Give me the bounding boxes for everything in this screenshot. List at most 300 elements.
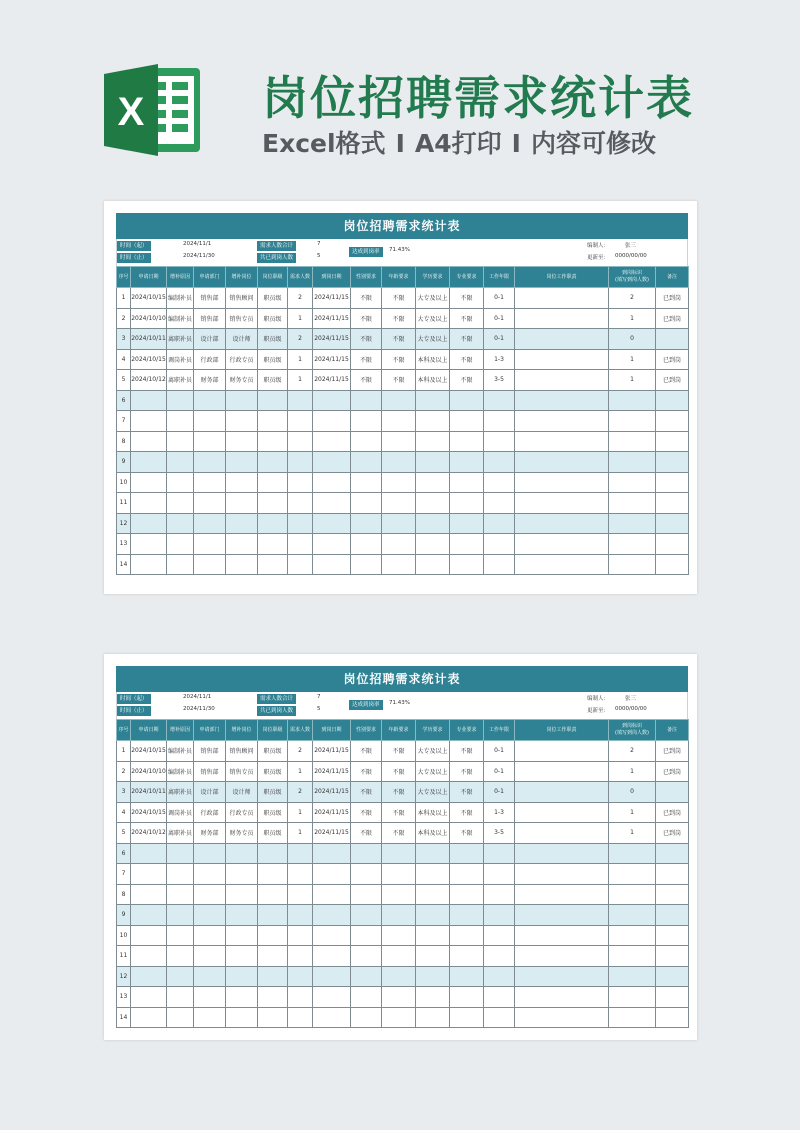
table-cell[interactable] — [288, 554, 313, 575]
table-cell[interactable] — [258, 843, 288, 864]
table-cell[interactable]: 离职补员 — [167, 823, 194, 844]
table-cell[interactable]: 职员级 — [258, 802, 288, 823]
table-cell[interactable] — [656, 431, 689, 452]
table-cell[interactable] — [167, 513, 194, 534]
table-cell[interactable] — [131, 431, 167, 452]
table-cell[interactable]: 已到岗 — [656, 370, 689, 391]
table-cell[interactable] — [382, 554, 416, 575]
table-cell[interactable] — [226, 884, 258, 905]
table-cell[interactable]: 不限 — [351, 308, 382, 329]
table-cell[interactable]: 8 — [117, 884, 131, 905]
table-cell[interactable] — [167, 946, 194, 967]
table-cell[interactable]: 1 — [288, 802, 313, 823]
table-cell[interactable] — [313, 493, 351, 514]
table-cell[interactable] — [288, 925, 313, 946]
table-cell[interactable] — [484, 493, 515, 514]
table-cell[interactable] — [515, 884, 609, 905]
table-cell[interactable] — [484, 843, 515, 864]
table-cell[interactable] — [313, 554, 351, 575]
table-cell[interactable] — [450, 472, 484, 493]
table-cell[interactable] — [131, 843, 167, 864]
table-cell[interactable] — [258, 925, 288, 946]
table-cell[interactable]: 离职补员 — [167, 329, 194, 350]
table-cell[interactable]: 销售部 — [194, 761, 226, 782]
table-cell[interactable] — [484, 390, 515, 411]
table-cell[interactable]: 1-3 — [484, 802, 515, 823]
table-cell[interactable] — [226, 452, 258, 473]
table-cell[interactable]: 1-3 — [484, 349, 515, 370]
table-cell[interactable]: 行政部 — [194, 802, 226, 823]
table-cell[interactable] — [131, 884, 167, 905]
table-cell[interactable] — [288, 1007, 313, 1028]
table-cell[interactable]: 已到岗 — [656, 288, 689, 309]
table-cell[interactable]: 1 — [609, 370, 656, 391]
table-cell[interactable] — [131, 534, 167, 555]
table-cell[interactable] — [416, 452, 450, 473]
table-cell[interactable] — [131, 390, 167, 411]
table-cell[interactable]: 2024/10/12 — [131, 823, 167, 844]
table-cell[interactable] — [167, 431, 194, 452]
table-cell[interactable] — [515, 452, 609, 473]
table-cell[interactable]: 已到岗 — [656, 761, 689, 782]
table-cell[interactable] — [484, 1007, 515, 1028]
table-cell[interactable]: 1 — [288, 823, 313, 844]
table-cell[interactable]: 不限 — [450, 802, 484, 823]
table-cell[interactable]: 2024/11/15 — [313, 370, 351, 391]
table-cell[interactable] — [656, 493, 689, 514]
table-cell[interactable]: 不限 — [351, 823, 382, 844]
table-cell[interactable] — [131, 925, 167, 946]
table-cell[interactable]: 不限 — [382, 823, 416, 844]
table-cell[interactable] — [258, 1007, 288, 1028]
table-cell[interactable] — [226, 925, 258, 946]
table-cell[interactable] — [313, 843, 351, 864]
table-cell[interactable] — [226, 411, 258, 432]
table-cell[interactable]: 不限 — [450, 329, 484, 350]
table-cell[interactable] — [382, 966, 416, 987]
table-cell[interactable] — [258, 493, 288, 514]
table-cell[interactable] — [515, 782, 609, 803]
table-cell[interactable]: 1 — [288, 308, 313, 329]
table-cell[interactable] — [609, 905, 656, 926]
table-cell[interactable] — [288, 534, 313, 555]
table-cell[interactable] — [656, 411, 689, 432]
table-cell[interactable]: 大专及以上 — [416, 761, 450, 782]
table-cell[interactable]: 不限 — [351, 329, 382, 350]
table-cell[interactable] — [351, 472, 382, 493]
table-cell[interactable]: 2024/11/15 — [313, 308, 351, 329]
table-cell[interactable] — [288, 987, 313, 1008]
table-cell[interactable]: 3-5 — [484, 823, 515, 844]
table-cell[interactable]: 不限 — [382, 782, 416, 803]
table-cell[interactable]: 1 — [609, 308, 656, 329]
table-cell[interactable] — [382, 987, 416, 1008]
table-cell[interactable] — [515, 288, 609, 309]
table-cell[interactable] — [288, 411, 313, 432]
table-cell[interactable]: 2024/10/15 — [131, 349, 167, 370]
table-cell[interactable] — [226, 987, 258, 1008]
table-cell[interactable] — [351, 452, 382, 473]
table-cell[interactable] — [515, 493, 609, 514]
table-cell[interactable] — [515, 411, 609, 432]
table-cell[interactable] — [288, 843, 313, 864]
table-cell[interactable] — [226, 966, 258, 987]
table-cell[interactable]: 已到岗 — [656, 823, 689, 844]
table-cell[interactable] — [484, 884, 515, 905]
table-cell[interactable] — [194, 925, 226, 946]
table-cell[interactable] — [288, 946, 313, 967]
table-cell[interactable] — [167, 1007, 194, 1028]
table-cell[interactable] — [656, 946, 689, 967]
table-cell[interactable]: 不限 — [450, 782, 484, 803]
table-cell[interactable]: 3 — [117, 329, 131, 350]
table-cell[interactable] — [131, 905, 167, 926]
table-cell[interactable]: 职员级 — [258, 329, 288, 350]
table-cell[interactable] — [258, 864, 288, 885]
table-cell[interactable]: 不限 — [351, 782, 382, 803]
table-cell[interactable] — [609, 472, 656, 493]
table-cell[interactable] — [382, 946, 416, 967]
table-cell[interactable] — [313, 390, 351, 411]
table-cell[interactable]: 编制补员 — [167, 308, 194, 329]
table-cell[interactable] — [288, 905, 313, 926]
table-cell[interactable] — [656, 534, 689, 555]
table-cell[interactable] — [515, 349, 609, 370]
table-cell[interactable]: 0-1 — [484, 329, 515, 350]
table-cell[interactable]: 本科及以上 — [416, 370, 450, 391]
table-cell[interactable] — [131, 966, 167, 987]
table-cell[interactable]: 编制补员 — [167, 741, 194, 762]
table-cell[interactable] — [515, 966, 609, 987]
table-cell[interactable]: 不限 — [351, 741, 382, 762]
table-cell[interactable] — [194, 966, 226, 987]
table-cell[interactable]: 2 — [609, 741, 656, 762]
table-cell[interactable] — [416, 493, 450, 514]
table-cell[interactable] — [313, 966, 351, 987]
table-cell[interactable]: 不限 — [450, 823, 484, 844]
table-cell[interactable] — [656, 513, 689, 534]
table-cell[interactable] — [450, 1007, 484, 1028]
table-cell[interactable]: 已到岗 — [656, 741, 689, 762]
table-cell[interactable] — [416, 411, 450, 432]
table-cell[interactable]: 11 — [117, 946, 131, 967]
table-cell[interactable]: 不限 — [351, 802, 382, 823]
table-cell[interactable] — [515, 761, 609, 782]
table-cell[interactable] — [194, 884, 226, 905]
table-cell[interactable] — [288, 513, 313, 534]
table-cell[interactable] — [450, 411, 484, 432]
table-cell[interactable] — [226, 534, 258, 555]
table-cell[interactable]: 离职补员 — [167, 782, 194, 803]
table-cell[interactable] — [416, 966, 450, 987]
table-cell[interactable] — [167, 534, 194, 555]
table-cell[interactable]: 财务部 — [194, 370, 226, 391]
table-cell[interactable]: 本科及以上 — [416, 802, 450, 823]
table-cell[interactable]: 2024/11/15 — [313, 741, 351, 762]
table-cell[interactable] — [131, 987, 167, 1008]
table-cell[interactable] — [416, 390, 450, 411]
table-cell[interactable] — [258, 534, 288, 555]
table-cell[interactable] — [416, 1007, 450, 1028]
table-cell[interactable]: 2024/10/10 — [131, 761, 167, 782]
table-cell[interactable] — [382, 884, 416, 905]
table-cell[interactable] — [313, 431, 351, 452]
table-cell[interactable]: 11 — [117, 493, 131, 514]
table-cell[interactable]: 10 — [117, 925, 131, 946]
table-cell[interactable] — [515, 308, 609, 329]
table-cell[interactable] — [351, 905, 382, 926]
table-cell[interactable]: 2024/10/12 — [131, 370, 167, 391]
table-cell[interactable] — [258, 946, 288, 967]
table-cell[interactable]: 6 — [117, 390, 131, 411]
table-cell[interactable] — [131, 452, 167, 473]
table-cell[interactable]: 本科及以上 — [416, 823, 450, 844]
table-cell[interactable] — [656, 782, 689, 803]
table-cell[interactable] — [313, 452, 351, 473]
table-cell[interactable] — [194, 534, 226, 555]
table-cell[interactable] — [515, 390, 609, 411]
table-cell[interactable] — [194, 905, 226, 926]
table-cell[interactable]: 大专及以上 — [416, 288, 450, 309]
table-cell[interactable]: 1 — [117, 741, 131, 762]
table-cell[interactable]: 13 — [117, 987, 131, 1008]
table-cell[interactable]: 2024/10/15 — [131, 802, 167, 823]
table-cell[interactable]: 9 — [117, 905, 131, 926]
table-cell[interactable] — [515, 534, 609, 555]
table-cell[interactable] — [288, 884, 313, 905]
table-cell[interactable] — [131, 493, 167, 514]
table-cell[interactable] — [450, 390, 484, 411]
table-cell[interactable] — [313, 534, 351, 555]
table-cell[interactable]: 2024/10/10 — [131, 308, 167, 329]
table-cell[interactable]: 4 — [117, 802, 131, 823]
table-cell[interactable] — [167, 554, 194, 575]
table-cell[interactable] — [450, 966, 484, 987]
table-cell[interactable] — [351, 925, 382, 946]
table-cell[interactable] — [609, 884, 656, 905]
table-cell[interactable]: 1 — [288, 370, 313, 391]
table-cell[interactable] — [515, 431, 609, 452]
table-cell[interactable] — [382, 1007, 416, 1028]
table-cell[interactable]: 2024/11/15 — [313, 761, 351, 782]
table-cell[interactable]: 本科及以上 — [416, 349, 450, 370]
table-cell[interactable] — [258, 905, 288, 926]
table-cell[interactable] — [484, 452, 515, 473]
table-cell[interactable] — [416, 946, 450, 967]
table-cell[interactable] — [167, 966, 194, 987]
table-cell[interactable] — [258, 431, 288, 452]
table-cell[interactable]: 2 — [609, 288, 656, 309]
table-cell[interactable] — [131, 946, 167, 967]
table-cell[interactable]: 4 — [117, 349, 131, 370]
table-cell[interactable] — [382, 493, 416, 514]
table-cell[interactable] — [351, 390, 382, 411]
table-cell[interactable] — [416, 534, 450, 555]
table-cell[interactable] — [416, 987, 450, 1008]
table-cell[interactable] — [382, 472, 416, 493]
table-cell[interactable] — [167, 987, 194, 1008]
table-cell[interactable] — [484, 513, 515, 534]
table-cell[interactable] — [484, 987, 515, 1008]
table-cell[interactable]: 销售专员 — [226, 761, 258, 782]
table-cell[interactable] — [194, 390, 226, 411]
table-cell[interactable]: 0-1 — [484, 782, 515, 803]
table-cell[interactable] — [313, 513, 351, 534]
table-cell[interactable] — [609, 390, 656, 411]
table-cell[interactable]: 设计部 — [194, 782, 226, 803]
table-cell[interactable] — [656, 452, 689, 473]
table-cell[interactable] — [609, 946, 656, 967]
table-cell[interactable]: 大专及以上 — [416, 741, 450, 762]
table-cell[interactable] — [450, 534, 484, 555]
table-cell[interactable] — [351, 1007, 382, 1028]
table-cell[interactable]: 不限 — [450, 288, 484, 309]
table-cell[interactable] — [484, 905, 515, 926]
table-cell[interactable]: 职员级 — [258, 823, 288, 844]
table-cell[interactable]: 0-1 — [484, 288, 515, 309]
table-cell[interactable] — [194, 513, 226, 534]
table-cell[interactable] — [656, 905, 689, 926]
table-cell[interactable] — [313, 1007, 351, 1028]
table-cell[interactable]: 不限 — [351, 370, 382, 391]
table-cell[interactable] — [382, 905, 416, 926]
table-cell[interactable]: 调岗补员 — [167, 802, 194, 823]
table-cell[interactable] — [226, 905, 258, 926]
table-cell[interactable] — [416, 884, 450, 905]
table-cell[interactable] — [416, 925, 450, 946]
table-cell[interactable]: 大专及以上 — [416, 329, 450, 350]
table-cell[interactable]: 9 — [117, 452, 131, 473]
table-cell[interactable]: 10 — [117, 472, 131, 493]
table-cell[interactable] — [351, 493, 382, 514]
table-cell[interactable]: 2024/11/15 — [313, 288, 351, 309]
table-cell[interactable]: 2024/11/15 — [313, 349, 351, 370]
table-cell[interactable]: 2 — [288, 741, 313, 762]
table-cell[interactable] — [313, 987, 351, 1008]
table-cell[interactable]: 2 — [288, 782, 313, 803]
table-cell[interactable]: 1 — [609, 349, 656, 370]
table-cell[interactable]: 不限 — [382, 370, 416, 391]
table-cell[interactable]: 销售顾问 — [226, 288, 258, 309]
table-cell[interactable] — [609, 452, 656, 473]
table-cell[interactable]: 2024/11/15 — [313, 802, 351, 823]
table-cell[interactable] — [450, 864, 484, 885]
table-cell[interactable] — [226, 390, 258, 411]
table-cell[interactable] — [484, 472, 515, 493]
table-cell[interactable] — [484, 534, 515, 555]
table-cell[interactable] — [609, 843, 656, 864]
table-cell[interactable]: 职员级 — [258, 308, 288, 329]
table-cell[interactable]: 职员级 — [258, 782, 288, 803]
table-cell[interactable]: 大专及以上 — [416, 308, 450, 329]
table-cell[interactable]: 13 — [117, 534, 131, 555]
table-cell[interactable] — [656, 390, 689, 411]
table-cell[interactable] — [313, 905, 351, 926]
table-cell[interactable]: 不限 — [450, 308, 484, 329]
table-cell[interactable]: 不限 — [382, 761, 416, 782]
table-cell[interactable]: 2024/10/11 — [131, 782, 167, 803]
table-cell[interactable] — [609, 925, 656, 946]
table-cell[interactable] — [656, 884, 689, 905]
table-cell[interactable]: 不限 — [351, 761, 382, 782]
table-cell[interactable] — [450, 925, 484, 946]
table-cell[interactable] — [313, 884, 351, 905]
table-cell[interactable] — [416, 905, 450, 926]
table-cell[interactable]: 2024/10/15 — [131, 288, 167, 309]
table-cell[interactable] — [416, 513, 450, 534]
table-cell[interactable]: 编制补员 — [167, 288, 194, 309]
table-cell[interactable] — [194, 1007, 226, 1028]
table-cell[interactable]: 已到岗 — [656, 308, 689, 329]
table-cell[interactable]: 5 — [117, 370, 131, 391]
table-cell[interactable] — [382, 431, 416, 452]
table-cell[interactable] — [313, 472, 351, 493]
table-cell[interactable]: 不限 — [382, 308, 416, 329]
table-cell[interactable] — [515, 905, 609, 926]
table-cell[interactable]: 0 — [609, 329, 656, 350]
table-cell[interactable] — [450, 946, 484, 967]
table-cell[interactable] — [226, 864, 258, 885]
table-cell[interactable]: 2024/11/15 — [313, 823, 351, 844]
table-cell[interactable] — [382, 452, 416, 473]
table-cell[interactable] — [194, 843, 226, 864]
table-cell[interactable]: 财务部 — [194, 823, 226, 844]
table-cell[interactable] — [226, 843, 258, 864]
table-cell[interactable] — [484, 946, 515, 967]
table-cell[interactable] — [484, 554, 515, 575]
table-cell[interactable]: 职员级 — [258, 288, 288, 309]
table-cell[interactable] — [656, 329, 689, 350]
table-cell[interactable] — [288, 431, 313, 452]
table-cell[interactable] — [609, 493, 656, 514]
table-cell[interactable]: 不限 — [382, 349, 416, 370]
table-cell[interactable] — [351, 987, 382, 1008]
table-cell[interactable]: 12 — [117, 513, 131, 534]
table-cell[interactable] — [450, 554, 484, 575]
table-cell[interactable]: 14 — [117, 554, 131, 575]
table-cell[interactable]: 不限 — [351, 288, 382, 309]
table-cell[interactable] — [167, 390, 194, 411]
table-cell[interactable] — [194, 554, 226, 575]
table-cell[interactable] — [351, 946, 382, 967]
table-cell[interactable]: 行政部 — [194, 349, 226, 370]
table-cell[interactable] — [382, 513, 416, 534]
table-cell[interactable] — [167, 452, 194, 473]
table-cell[interactable]: 8 — [117, 431, 131, 452]
table-cell[interactable] — [382, 411, 416, 432]
table-cell[interactable] — [226, 554, 258, 575]
table-cell[interactable] — [515, 802, 609, 823]
table-cell[interactable]: 不限 — [450, 741, 484, 762]
table-cell[interactable]: 2024/11/15 — [313, 782, 351, 803]
table-cell[interactable] — [351, 843, 382, 864]
table-cell[interactable] — [258, 987, 288, 1008]
table-cell[interactable]: 2 — [288, 329, 313, 350]
table-cell[interactable] — [656, 864, 689, 885]
table-cell[interactable] — [288, 966, 313, 987]
table-cell[interactable]: 14 — [117, 1007, 131, 1028]
table-cell[interactable] — [515, 472, 609, 493]
table-cell[interactable] — [194, 987, 226, 1008]
table-cell[interactable]: 不限 — [382, 802, 416, 823]
table-cell[interactable] — [416, 843, 450, 864]
table-cell[interactable]: 不限 — [382, 741, 416, 762]
table-cell[interactable] — [515, 864, 609, 885]
table-cell[interactable]: 职员级 — [258, 761, 288, 782]
table-cell[interactable] — [226, 472, 258, 493]
table-cell[interactable] — [194, 472, 226, 493]
table-cell[interactable] — [609, 554, 656, 575]
